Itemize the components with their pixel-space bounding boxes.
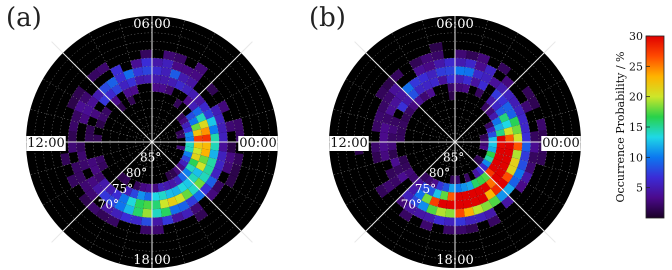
heatmap-cell bbox=[448, 184, 455, 193]
heatmap-cell bbox=[85, 133, 94, 142]
heatmap-cell bbox=[371, 142, 380, 153]
heatmap-cell bbox=[143, 75, 152, 84]
heatmap-cell bbox=[152, 83, 160, 92]
heatmap-cell bbox=[142, 66, 152, 75]
heatmap-cell bbox=[443, 225, 455, 234]
heatmap-cell bbox=[194, 142, 203, 149]
heatmap-cell bbox=[68, 131, 77, 142]
heatmap-cell bbox=[152, 192, 160, 201]
heatmap-cell bbox=[152, 217, 163, 226]
mlt-tick-label: 00:00 bbox=[239, 136, 277, 151]
heatmap-cell bbox=[210, 142, 219, 151]
latitude-tick-label: 85° bbox=[442, 150, 465, 165]
heatmap-cell bbox=[455, 217, 466, 226]
heatmap-cell bbox=[141, 58, 152, 67]
latitude-tick-label: 70° bbox=[400, 197, 423, 212]
heatmap-cell bbox=[388, 142, 397, 151]
mlt-tick-label: 18:00 bbox=[436, 253, 474, 268]
heatmap-cell bbox=[455, 209, 465, 218]
heatmap-cell bbox=[445, 209, 455, 218]
heatmap-cell bbox=[455, 225, 467, 234]
heatmap-cell bbox=[76, 142, 85, 152]
heatmap-cell bbox=[505, 134, 514, 142]
colorbar-tick-label: 10 bbox=[629, 151, 643, 165]
mlt-tick-label: 12:00 bbox=[27, 136, 65, 151]
heatmap-cell bbox=[445, 66, 455, 75]
colorbar-tick-label: 25 bbox=[629, 60, 643, 74]
latitude-tick-label: 80° bbox=[125, 166, 148, 181]
heatmap-cell bbox=[446, 200, 455, 209]
latitude-tick-label: 85° bbox=[139, 150, 162, 165]
heatmap-cell bbox=[142, 209, 152, 218]
heatmap-cell bbox=[227, 142, 236, 153]
heatmap-cell bbox=[455, 66, 465, 75]
heatmap-cell bbox=[522, 132, 531, 142]
latitude-tick-label: 75° bbox=[111, 181, 134, 196]
heatmap-cell bbox=[140, 50, 152, 59]
heatmap-cell bbox=[379, 142, 388, 152]
latitude-tick-label: 70° bbox=[97, 197, 120, 212]
polar-panel-b bbox=[309, 3, 581, 268]
heatmap-cell bbox=[455, 75, 464, 84]
heatmap-cell bbox=[455, 184, 462, 193]
heatmap-cell bbox=[513, 142, 522, 151]
heatmap-cell bbox=[219, 142, 228, 152]
heatmap-cell bbox=[388, 133, 397, 142]
heatmap-cell bbox=[497, 142, 506, 149]
heatmap-cell bbox=[202, 142, 211, 150]
mlt-tick-label: 00:00 bbox=[542, 136, 580, 151]
heatmap-cell bbox=[522, 142, 531, 152]
heatmap-cell bbox=[152, 58, 163, 67]
heatmap-cell bbox=[530, 131, 539, 142]
heatmap-cell bbox=[447, 192, 455, 201]
heatmap-cell bbox=[145, 184, 152, 193]
heatmap-cell bbox=[505, 142, 514, 150]
heatmap-cell bbox=[152, 75, 161, 84]
colorbar-tick-label: 5 bbox=[636, 181, 643, 195]
heatmap-cell bbox=[513, 133, 522, 142]
mlt-tick-label: 06:00 bbox=[436, 17, 474, 32]
panel-label: (b) bbox=[309, 3, 346, 33]
heatmap-cell bbox=[444, 58, 455, 67]
colorbar-tick-label: 20 bbox=[629, 90, 643, 104]
polar-panel-a bbox=[6, 3, 278, 268]
colorbar-title: Occurrence Probability / % bbox=[614, 51, 627, 203]
heatmap-cell bbox=[152, 209, 162, 218]
heatmap-cell bbox=[219, 132, 228, 142]
heatmap-cell bbox=[152, 200, 161, 209]
heatmap-cell bbox=[446, 75, 455, 84]
latitude-tick-label: 80° bbox=[428, 166, 451, 181]
heatmap-cell bbox=[140, 225, 152, 234]
heatmap-cell bbox=[93, 134, 102, 142]
heatmap-cell bbox=[455, 192, 463, 201]
heatmap-cell bbox=[194, 135, 203, 142]
heatmap-cell bbox=[455, 58, 466, 67]
mlt-tick-label: 18:00 bbox=[133, 253, 171, 268]
heatmap-cell bbox=[152, 184, 159, 193]
heatmap-cell bbox=[144, 192, 152, 201]
heatmap-cell bbox=[143, 200, 152, 209]
heatmap-cell bbox=[396, 134, 405, 142]
heatmap-cell bbox=[379, 132, 388, 142]
heatmap-cell bbox=[448, 92, 455, 101]
heatmap-cell bbox=[455, 200, 464, 209]
heatmap-cell bbox=[455, 83, 463, 92]
colorbar-tick-label: 30 bbox=[629, 30, 643, 43]
latitude-tick-label: 75° bbox=[414, 181, 437, 196]
panel-label: (a) bbox=[6, 3, 42, 33]
colorbar bbox=[614, 30, 664, 218]
mlt-tick-label: 06:00 bbox=[133, 17, 171, 32]
heatmap-cell bbox=[152, 225, 164, 234]
heatmap-cell bbox=[455, 50, 467, 59]
heatmap-cell bbox=[210, 133, 219, 142]
heatmap-cell bbox=[68, 142, 77, 153]
heatmap-cell bbox=[141, 217, 152, 226]
mlt-tick-label: 12:00 bbox=[330, 136, 368, 151]
heatmap-cell bbox=[497, 135, 506, 142]
heatmap-cell bbox=[202, 134, 211, 142]
heatmap-cell bbox=[530, 142, 539, 153]
heatmap-cell bbox=[444, 217, 455, 226]
colorbar-tick-label: 15 bbox=[629, 121, 643, 134]
heatmap-cell bbox=[152, 66, 162, 75]
heatmap-cell bbox=[447, 83, 455, 92]
